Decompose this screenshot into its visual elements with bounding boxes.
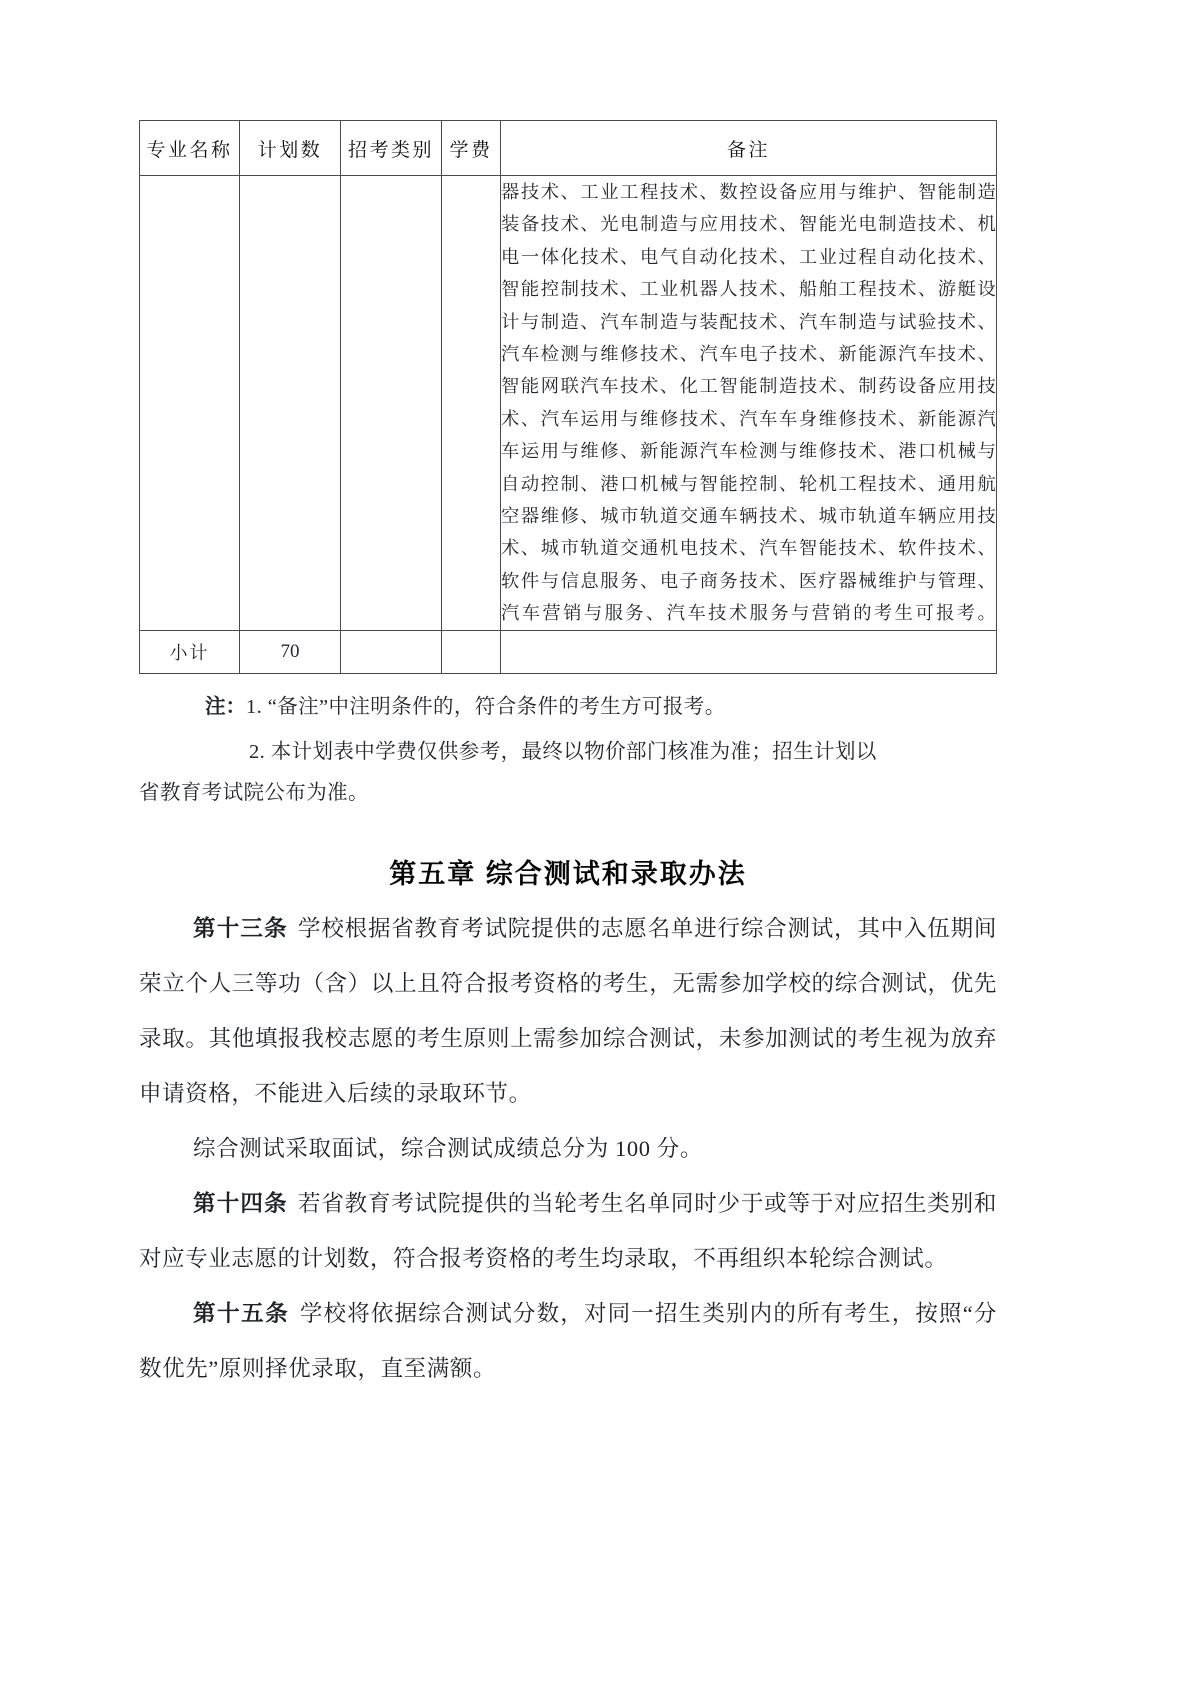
subtotal-type [341,630,442,673]
cell-count [240,176,341,631]
header-fee: 学费 [442,121,501,176]
article-paragraph [139,1286,997,1396]
remark-line: 车运用与维修、新能源汽车检测与维修技术、港口机械与 [501,441,996,462]
header-remark: 备注 [501,121,997,176]
table-row-subtotal [140,630,997,673]
subtotal-label: 小计 [140,630,240,673]
article-number: 第十三条 [193,915,288,941]
remark-line: 术、城市轨道交通机电技术、汽车智能技术、软件技术、 [501,538,996,559]
note-item-1 [139,686,997,728]
article-text: 学校将依据综合测试分数，对同一招生类别内的所有考生，按照“分数优先”原则择优录取，直至满额。 [139,1300,997,1381]
article-number: 第十四条 [193,1190,288,1216]
remark-line: 术、汽车运用与维修技术、汽车车身维修技术、新能源汽 [501,408,996,429]
remark-line: 智能控制技术、工业机器人技术、船舶工程技术、游艇设 [501,279,996,300]
remark-line: 电一体化技术、电气自动化技术、工业过程自动化技术、 [501,246,996,267]
remark-line: 汽车营销与服务、汽车技术服务与营销的考生可报考。 [501,603,996,624]
articles-container [139,901,997,1396]
subtotal-count: 70 [240,630,341,673]
table-notes [139,686,997,814]
remark-line: 软件与信息服务、电子商务技术、医疗器械维护与管理、 [501,570,996,591]
header-count: 计划数 [240,121,341,176]
notes-label: 注： [205,694,246,718]
subtotal-fee [442,630,501,673]
article-number: 第十五条 [193,1300,290,1326]
table-body [140,176,997,674]
article-paragraph [139,1176,997,1286]
note-2-text-line1: 2. 本计划表中学费仅供参考，最终以物价部门核准为准；招生计划以 [249,740,877,763]
remark-line: 器技术、工业工程技术、数控设备应用与维护、智能制造 [501,182,996,202]
note-2-text-line2: 省教育考试院公布为准。 [139,781,369,804]
article-text: 若省教育考试院提供的当轮考生名单同时少于或等于对应招生类别和对应专业志愿的计划数，符合报考资格的考生均录取，不再组织本轮综合测试。 [139,1190,997,1271]
remark-line: 智能网联汽车技术、化工智能制造技术、制药设备应用技 [501,376,996,397]
note-item-2-cont [139,773,997,814]
table-header [140,121,997,176]
cell-fee [442,176,501,631]
table-row [140,176,997,631]
cell-remark [501,176,997,631]
note-1-text: 1. “备注”中注明条件的，符合条件的考生方可报考。 [246,695,726,718]
header-major: 专业名称 [140,121,240,176]
chapter-heading: 第五章 综合测试和录取办法 [389,858,747,889]
cell-major [140,176,240,631]
enrollment-plan-table [139,120,997,674]
article-paragraph [139,1121,997,1176]
remark-line: 汽车检测与维修技术、汽车电子技术、新能源汽车技术、 [501,344,996,365]
remark-line: 装备技术、光电制造与应用技术、智能光电制造技术、机 [501,214,996,235]
remark-line: 空器维修、城市轨道交通车辆技术、城市轨道车辆应用技 [501,506,996,527]
subtotal-remark [501,630,997,673]
remark-line: 计与制造、汽车制造与装配技术、汽车制造与试验技术、 [501,311,996,332]
note-item-2 [139,732,997,773]
article-text: 学校根据省教育考试院提供的志愿名单进行综合测试，其中入伍期间荣立个人三等功（含）以上且符合报考资格的考生，无需参加学校的综合测试，优先录取。其他填报我校志愿的考生原则上需参加综合测试，未参加测试的考生视为放弃申请资格，不能进入后续的录取环节。 [139,915,997,1106]
page-content [139,120,997,1396]
table-header-row [140,121,997,176]
article-text: 综合测试采取面试，综合测试成绩总分为 100 分。 [193,1135,704,1161]
article-paragraph [139,901,997,1121]
remark-line: 自动控制、港口机械与智能控制、轮机工程技术、通用航 [501,473,996,494]
cell-type [341,176,442,631]
header-type: 招考类别 [341,121,442,176]
